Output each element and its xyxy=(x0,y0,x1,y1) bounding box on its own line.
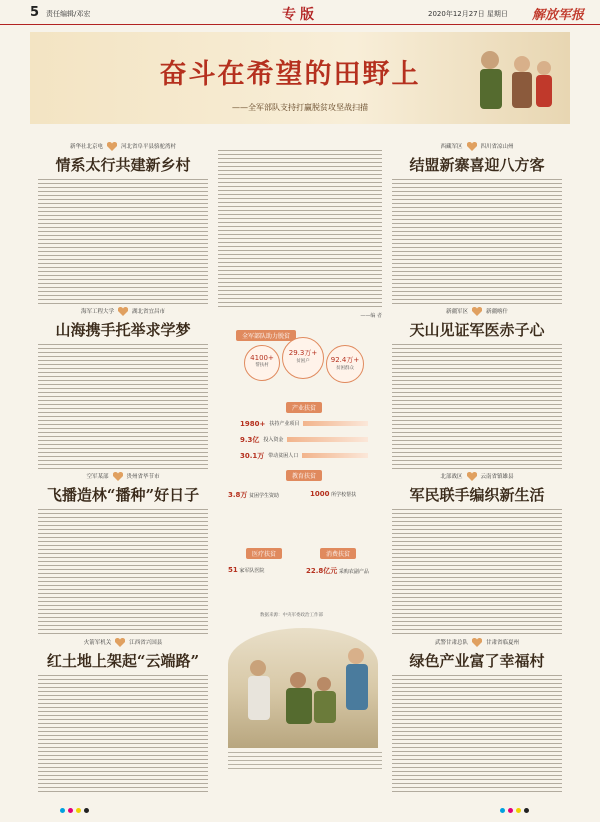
article-title: 军民联手编织新生活 xyxy=(409,486,545,504)
panel-title-education: 教育扶贫 xyxy=(286,470,322,481)
article-title: 飞播造林“播种”好日子 xyxy=(46,486,200,504)
article-body xyxy=(392,344,562,472)
masthead-logo: 解放军报 xyxy=(532,8,585,23)
tag-right: 新疆喀什 xyxy=(486,309,509,315)
tag-left: 新疆军区 xyxy=(445,309,468,315)
article-2 xyxy=(38,305,208,472)
article-title: 绿色产业富了幸福村 xyxy=(409,652,545,670)
tag-right: 江西省兴国县 xyxy=(129,640,163,646)
stat-label: 扶持产业项目 xyxy=(269,421,300,427)
bubble-label: 贫困户 xyxy=(296,359,310,364)
photo-figures xyxy=(228,628,378,748)
hero-banner xyxy=(30,32,570,124)
heart-icon xyxy=(115,638,125,647)
editor-note-body xyxy=(218,150,382,310)
tag-left: 西藏军区 xyxy=(440,144,463,150)
photo-caption xyxy=(228,752,382,770)
page-number: 5 xyxy=(30,5,40,20)
stat-row xyxy=(240,450,368,461)
panel-title-consumption: 消费扶贫 xyxy=(320,548,356,559)
stat-bar xyxy=(287,437,368,442)
stat-value: 9.3亿 xyxy=(240,435,260,444)
info-item xyxy=(228,566,264,574)
heart-icon xyxy=(107,142,117,151)
soldier-villagers-illustration xyxy=(460,38,560,122)
heart-icon xyxy=(472,638,482,647)
info-value: 51 xyxy=(228,566,238,574)
info-item xyxy=(306,566,369,576)
article-title: 红土地上架起“云端路” xyxy=(46,652,200,670)
stat-bubble xyxy=(326,345,364,383)
tag-left: 火箭军机关 xyxy=(83,640,112,646)
heart-icon xyxy=(467,142,477,151)
info-label: 采购农副产品 xyxy=(338,569,369,575)
page-title: 奋斗在希望的田野上 xyxy=(159,59,421,90)
tag-left: 空军某部 xyxy=(86,474,109,480)
bubble-value: 92.4万+ xyxy=(330,356,360,364)
info-item xyxy=(228,490,279,500)
stat-value: 1980+ xyxy=(240,419,266,428)
stat-bar xyxy=(302,453,368,458)
bubble-value: 4100+ xyxy=(250,354,274,362)
info-label: 贫困学生资助 xyxy=(249,493,280,499)
article-4 xyxy=(38,636,208,795)
stat-bubble xyxy=(282,337,324,379)
tag-left: 海军工程大学 xyxy=(80,309,114,315)
stat-bar xyxy=(303,421,368,426)
tag-left: 武警甘肃总队 xyxy=(434,640,468,646)
editor-byline: ——编 者 xyxy=(360,313,382,319)
issue-date: 2020年12月27日 星期日 xyxy=(428,10,508,18)
page-subtitle: ——全军部队支持打赢脱贫攻坚战扫描 xyxy=(232,103,368,112)
editor-note xyxy=(218,150,382,319)
info-value: 3.8万 xyxy=(228,491,248,499)
article-body xyxy=(392,675,562,795)
tag-right: 甘肃省临夏州 xyxy=(486,640,520,646)
bubble-label: 贫困群众 xyxy=(336,366,354,371)
info-label: 所学校帮扶 xyxy=(331,492,357,498)
color-registration-marks xyxy=(60,808,89,813)
info-value: 22.8亿元 xyxy=(306,567,338,575)
stat-row xyxy=(240,434,368,445)
article-6 xyxy=(392,305,562,472)
section-name: 专版 xyxy=(282,7,318,23)
tag-right: 四川省凉山州 xyxy=(480,144,514,150)
article-3 xyxy=(38,470,208,637)
article-title: 山海携手托举求学梦 xyxy=(55,321,191,339)
article-body xyxy=(392,179,562,307)
article-body xyxy=(38,675,208,795)
header-bar xyxy=(0,0,600,25)
heart-icon xyxy=(118,307,128,316)
soldiers-with-villagers-photo xyxy=(228,628,378,748)
stat-label: 投入资金 xyxy=(263,437,284,443)
tag-right: 河北省阜平县骆驼湾村 xyxy=(121,144,177,150)
heart-icon xyxy=(467,472,477,481)
article-1 xyxy=(38,140,208,307)
article-title: 天山见证军医赤子心 xyxy=(409,321,545,339)
color-registration-marks xyxy=(500,808,529,813)
panel-title-industry: 产业扶贫 xyxy=(286,402,322,413)
data-source: 数据来源：中央军委政治工作部 xyxy=(260,613,323,618)
article-title: 情系太行共建新乡村 xyxy=(55,156,191,174)
stat-bubble xyxy=(244,345,280,381)
tag-right: 湖北省宜昌市 xyxy=(132,309,166,315)
tag-right: 贵州省毕节市 xyxy=(126,474,160,480)
article-body xyxy=(38,179,208,307)
panel-title-medical: 医疗扶贫 xyxy=(246,548,282,559)
article-7 xyxy=(392,470,562,637)
editor-line: 责任编辑/邓宏 xyxy=(46,10,91,18)
panel-title-overview: 全军部队助力脱贫 xyxy=(236,330,296,341)
article-8 xyxy=(392,636,562,795)
tag-right: 云南省镇雄县 xyxy=(480,474,514,480)
info-item xyxy=(310,490,356,498)
info-label: 家军队医院 xyxy=(239,568,265,574)
bubble-value: 29.3万+ xyxy=(288,349,318,357)
article-5 xyxy=(392,140,562,307)
heart-icon xyxy=(472,307,482,316)
heart-icon xyxy=(113,472,123,481)
info-value: 1000 xyxy=(310,490,330,498)
article-body xyxy=(392,509,562,637)
bubble-label: 帮扶村 xyxy=(255,363,269,368)
stat-row xyxy=(240,418,368,429)
tag-left: 北部战区 xyxy=(440,474,463,480)
article-body xyxy=(38,344,208,472)
article-body xyxy=(38,509,208,637)
stat-value: 30.1万 xyxy=(240,451,265,460)
article-title: 结盟新寨喜迎八方客 xyxy=(409,156,545,174)
tag-left: 新华社北京电 xyxy=(69,144,103,150)
stat-label: 带动贫困人口 xyxy=(268,453,299,459)
